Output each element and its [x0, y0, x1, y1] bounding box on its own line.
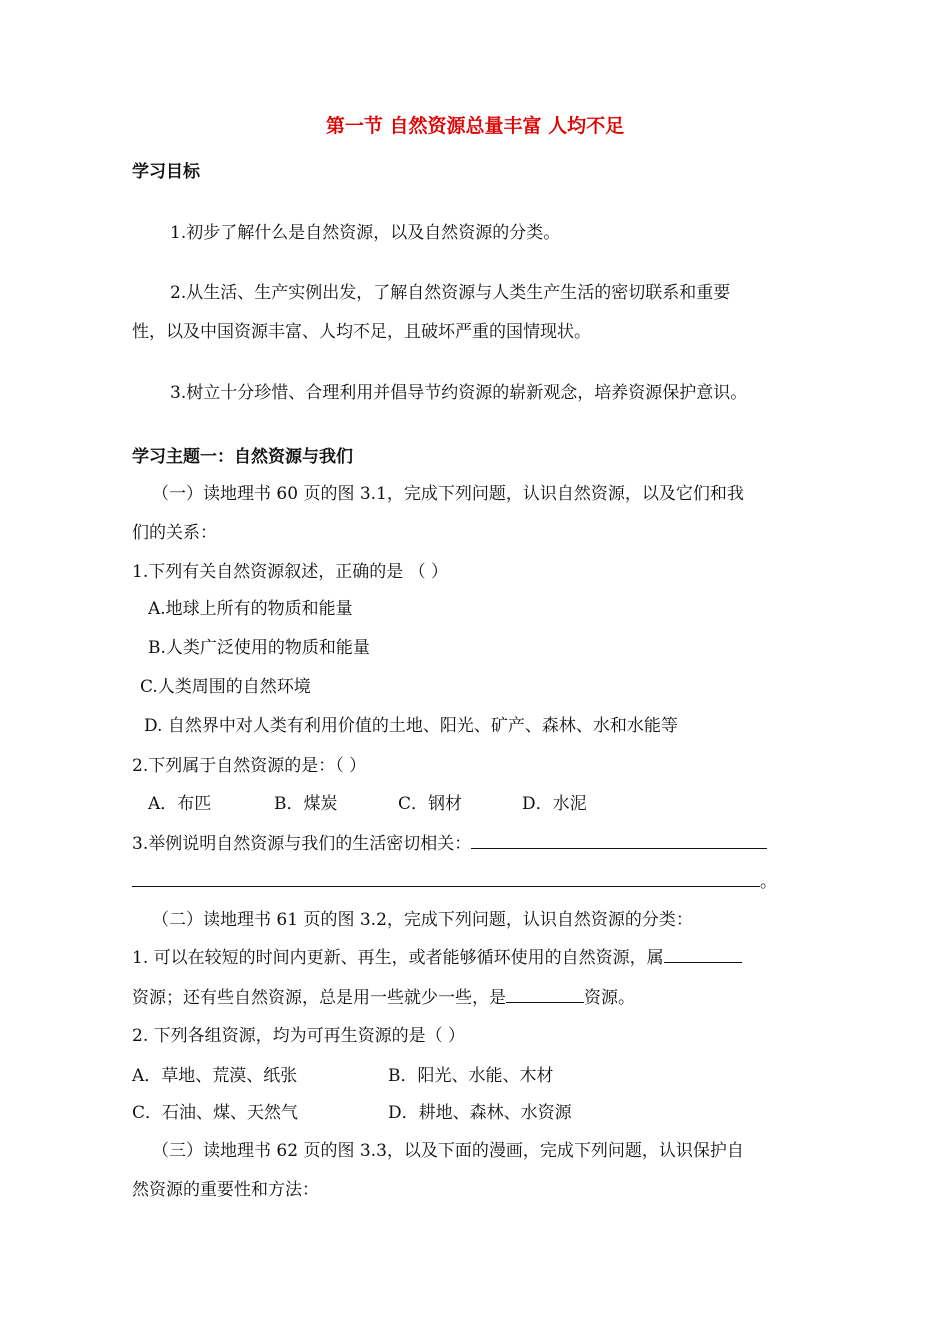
answer-blank[interactable]: [471, 832, 767, 849]
objective-2-line2: 性，以及中国资源丰富、人均不足，且破坏严重的国情现状。: [132, 322, 591, 342]
q1-option-a: A.地球上所有的物质和能量: [148, 599, 353, 619]
q1-option-b: B.人类广泛使用的物质和能量: [148, 638, 370, 658]
p2-question-1-line2: [132, 986, 635, 1010]
q1-option-c: C.人类周围的自然环境: [140, 677, 311, 697]
p2q2-option-c: C．石油、煤、天然气: [132, 1103, 299, 1123]
question-3-line2: [132, 870, 777, 894]
part1-line1: （一）读地理书 60 页的图 3.1，完成下列问题，认识自然资源，以及它们和我: [152, 484, 744, 504]
part1-line2: 们的关系：: [132, 523, 217, 543]
part2-heading: （二）读地理书 61 页的图 3.2，完成下列问题，认识自然资源的分类：: [152, 910, 693, 930]
part3-line1: （三）读地理书 62 页的图 3.3，以及下面的漫画，完成下列问题，认识保护自: [152, 1141, 744, 1161]
p2q2-option-d: D．耕地、森林、水资源: [388, 1103, 572, 1123]
objective-2-line1: 2.从生活、生产实例出发，了解自然资源与人类生产生活的密切联系和重要: [170, 283, 731, 303]
q2-option-d: D．水泥: [522, 794, 587, 814]
page-title: 第一节 自然资源总量丰富 人均不足: [325, 115, 625, 137]
answer-blank[interactable]: [506, 986, 584, 1003]
answer-blank[interactable]: [132, 870, 760, 887]
p2-question-1-text-b: 资源。: [584, 988, 635, 1008]
p2-question-1-line1: [132, 946, 742, 970]
question-2: 2.下列属于自然资源的是：（ ）: [132, 756, 367, 776]
p2-question-1-text: 1. 可以在较短的时间内更新、再生，或者能够循环使用的自然资源，属: [132, 948, 664, 968]
objectives-heading: 学习目标: [132, 162, 200, 182]
question-1: 1.下列有关自然资源叙述，正确的是 （ ）: [132, 562, 449, 582]
objective-1: 1.初步了解什么是自然资源，以及自然资源的分类。: [170, 223, 561, 243]
theme1-heading: 学习主题一：自然资源与我们: [132, 447, 353, 467]
p2q2-option-b: B．阳光、水能、木材: [388, 1066, 554, 1086]
answer-blank[interactable]: [664, 946, 742, 963]
q2-option-a: A．布匹: [148, 794, 212, 814]
question-3: [132, 832, 767, 856]
p2-question-2: 2. 下列各组资源，均为可再生资源的是（ ）: [132, 1026, 466, 1046]
q2-option-c: C．钢材: [398, 794, 463, 814]
part3-line2: 然资源的重要性和方法：: [132, 1180, 319, 1200]
p2q2-option-a: A．草地、荒漠、纸张: [132, 1066, 298, 1086]
p2-question-1-text-a: 资源；还有些自然资源，总是用一些就少一些，是: [132, 988, 506, 1008]
question-3-end: 。: [760, 872, 777, 892]
objective-3: 3.树立十分珍惜、合理利用并倡导节约资源的崭新观念，培养资源保护意识。: [170, 383, 748, 403]
q1-option-d: D. 自然界中对人类有利用价值的土地、阳光、矿产、森林、水和水能等: [144, 716, 678, 736]
question-3-text: 3.举例说明自然资源与我们的生活密切相关：: [132, 834, 472, 854]
q2-option-b: B．煤炭: [274, 794, 338, 814]
